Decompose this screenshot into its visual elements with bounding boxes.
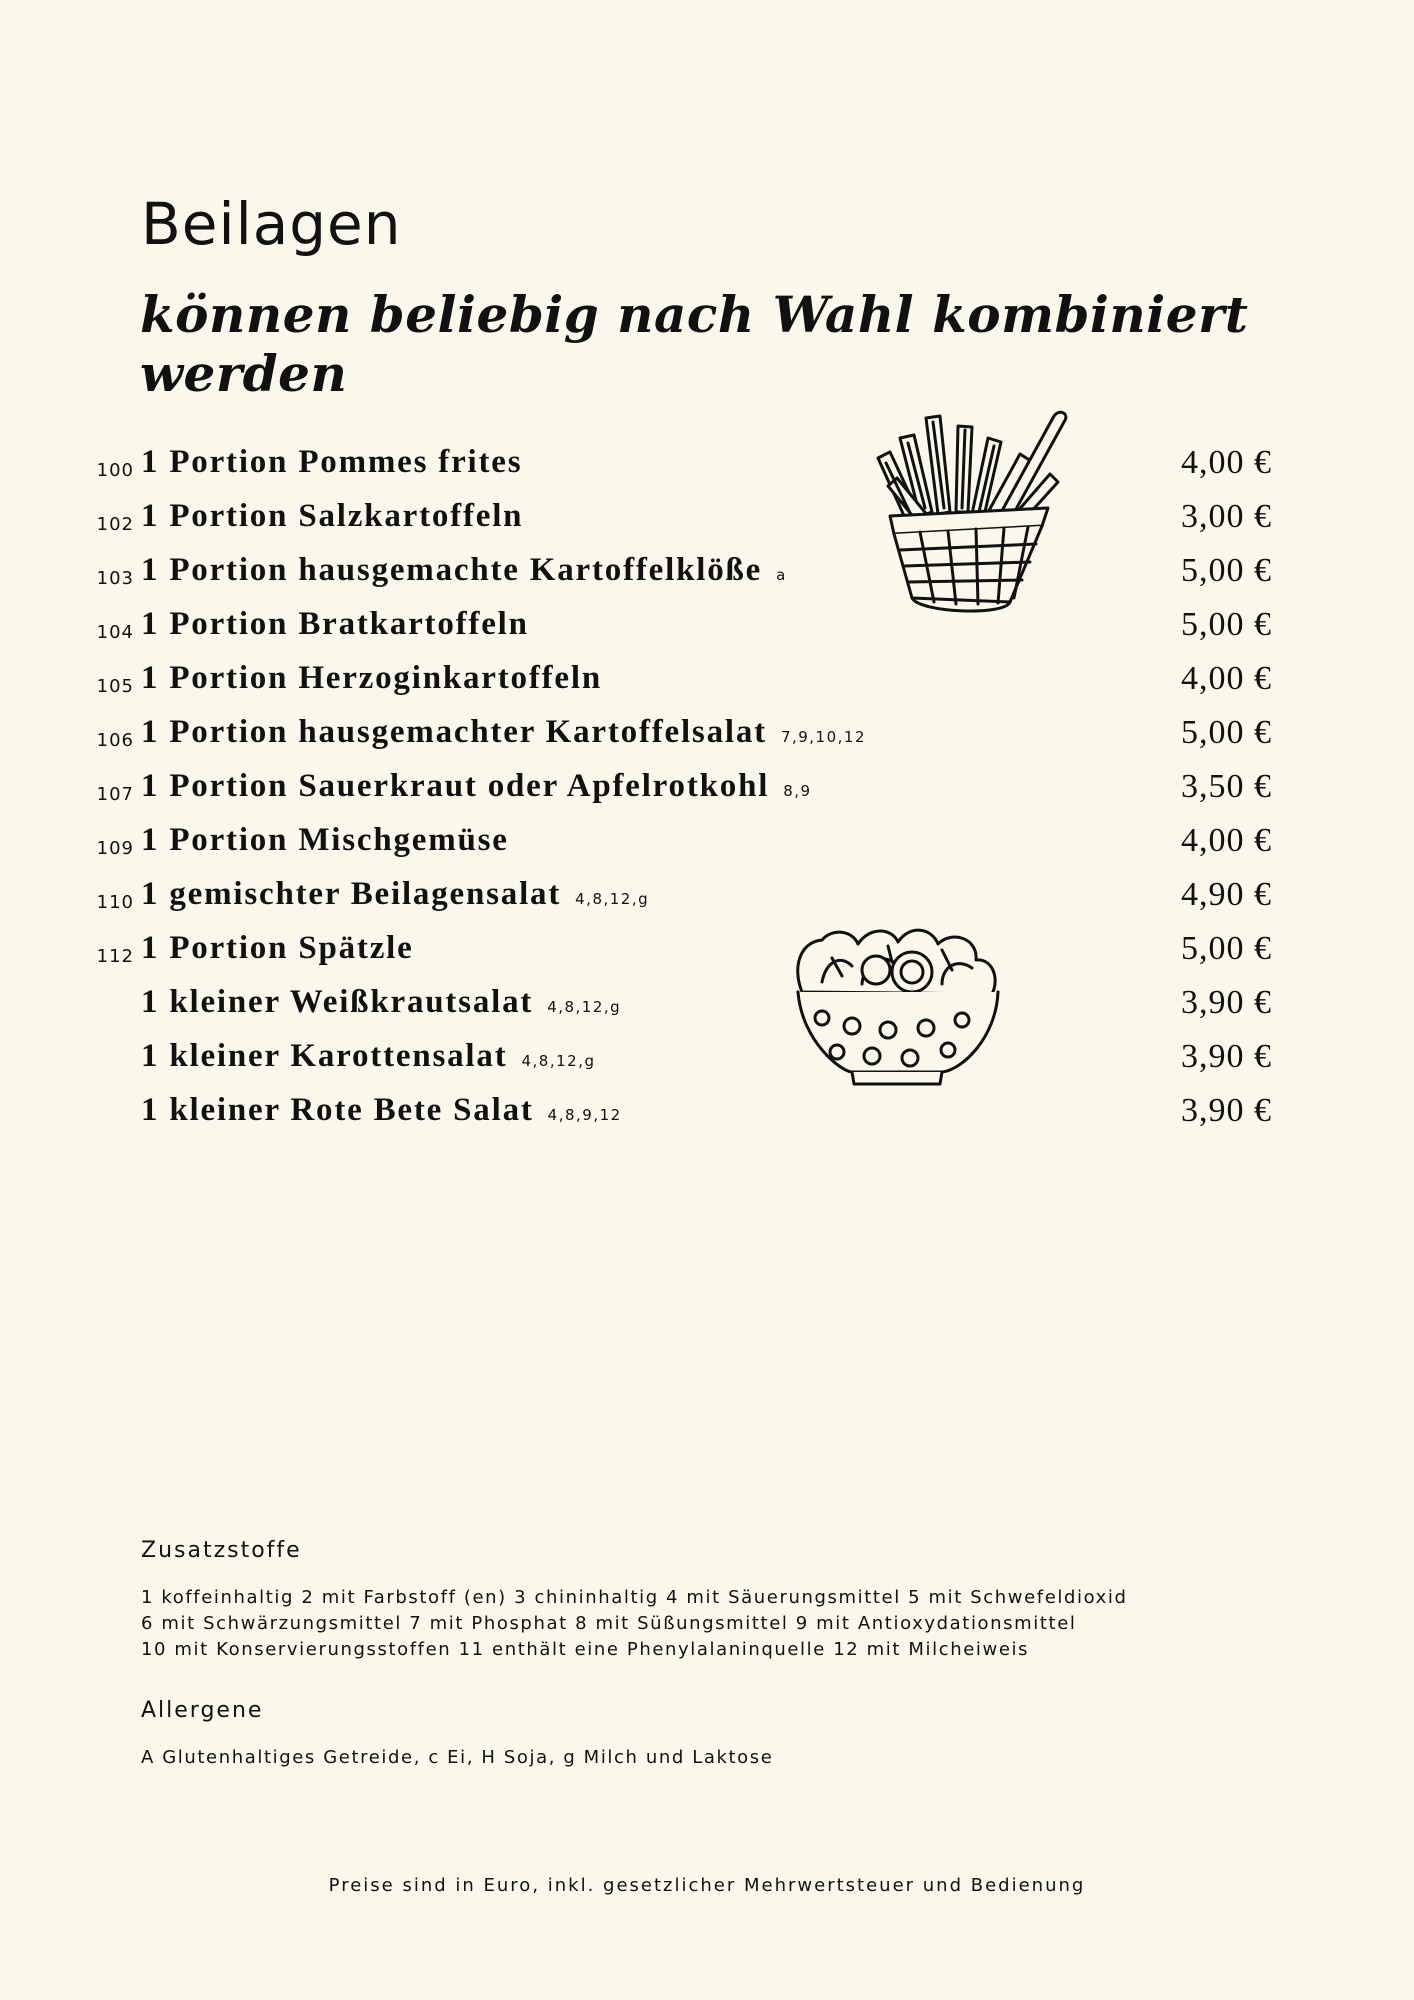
- item-codes: 4,8,9,12: [547, 1106, 622, 1124]
- item-name: 1 Portion Bratkartoffeln: [141, 606, 529, 642]
- menu-item: [0, 548, 1414, 602]
- item-codes: 7,9,10,12: [780, 728, 867, 746]
- item-name: 1 Portion hausgemachte Kartoffelklöße a: [141, 552, 787, 588]
- menu-item: [0, 602, 1414, 656]
- item-number: 107: [96, 784, 134, 805]
- additives-line: 6 mit Schwärzungsmittel 7 mit Phosphat 8 mit Süßungsmittel 9 mit Antioxydationsmittel: [141, 1613, 1077, 1634]
- item-price: 4,90 €: [1181, 876, 1272, 913]
- menu-item: [0, 656, 1414, 710]
- item-price: 4,00 €: [1181, 822, 1272, 859]
- item-price: 3,00 €: [1181, 498, 1272, 535]
- item-name: 1 kleiner Weißkrautsalat 4,8,12,g: [141, 984, 622, 1020]
- allergens-heading: Allergene: [141, 1698, 264, 1723]
- item-price: 3,50 €: [1181, 768, 1272, 805]
- additives-heading: Zusatzstoffe: [141, 1538, 302, 1563]
- item-name: 1 Portion Herzoginkartoffeln: [141, 660, 602, 696]
- item-codes: a: [776, 566, 787, 584]
- item-price: 5,00 €: [1181, 714, 1272, 751]
- item-number: 110: [96, 892, 134, 913]
- item-name: 1 gemischter Beilagensalat 4,8,12,g: [141, 876, 650, 912]
- item-number: 106: [96, 730, 134, 751]
- item-name: 1 Portion Salzkartoffeln: [141, 498, 524, 534]
- price-footnote: Preise sind in Euro, inkl. gesetzlicher Mehrwertsteuer und Bedienung: [328, 1875, 1086, 1896]
- item-number: 102: [96, 514, 134, 535]
- item-number: 104: [96, 622, 134, 643]
- item-name: 1 Portion Mischgemüse: [141, 822, 509, 858]
- item-name: 1 kleiner Karottensalat 4,8,12,g: [141, 1038, 596, 1074]
- item-price: 3,90 €: [1181, 1092, 1272, 1129]
- item-name: 1 Portion Spätzle: [141, 930, 414, 966]
- additives-section: [141, 1538, 1128, 1663]
- item-price: 4,00 €: [1181, 660, 1272, 697]
- item-number: 100: [96, 460, 134, 481]
- menu-item: [0, 1088, 1414, 1142]
- item-price: 5,00 €: [1181, 930, 1272, 967]
- menu-item: [0, 494, 1414, 548]
- item-name: 1 Portion hausgemachter Kartoffelsalat 7,9,10,12: [141, 714, 867, 750]
- item-name: 1 Portion Pommes frites: [141, 444, 523, 480]
- menu-item: [0, 926, 1414, 980]
- menu-item: [0, 440, 1414, 494]
- additives-line: 1 koffeinhaltig 2 mit Farbstoff (en) 3 chininhaltig 4 mit Säuerungsmittel 5 mit Schwefeldioxid: [141, 1587, 1128, 1608]
- page-title: Beilagen: [141, 190, 402, 258]
- item-codes: 4,8,12,g: [521, 1052, 596, 1070]
- item-codes: 4,8,12,g: [547, 998, 622, 1016]
- allergens-section: [141, 1698, 773, 1771]
- item-codes: 8,9: [783, 782, 812, 800]
- additives-line: 10 mit Konservierungsstoffen 11 enthält eine Phenylalaninquelle 12 mit Milcheiweis: [141, 1639, 1030, 1660]
- item-price: 5,00 €: [1181, 606, 1272, 643]
- menu-item: [0, 980, 1414, 1034]
- menu-item: [0, 818, 1414, 872]
- item-price: 4,00 €: [1181, 444, 1272, 481]
- item-name: 1 kleiner Rote Bete Salat 4,8,9,12: [141, 1092, 622, 1128]
- menu-item: [0, 710, 1414, 764]
- menu-item: [0, 872, 1414, 926]
- menu-item: [0, 1034, 1414, 1088]
- item-number: 109: [96, 838, 134, 859]
- allergens-text: A Glutenhaltiges Getreide, c Ei, H Soja, g Milch und Laktose: [141, 1747, 774, 1768]
- item-price: 3,90 €: [1181, 984, 1272, 1021]
- item-number: 112: [96, 946, 134, 967]
- menu-item: [0, 764, 1414, 818]
- item-name: 1 Portion Sauerkraut oder Apfelrotkohl 8,9: [141, 768, 812, 804]
- page-subtitle: können beliebig nach Wahl kombiniert werden: [140, 285, 1249, 403]
- item-number: 103: [96, 568, 134, 589]
- item-codes: 4,8,12,g: [575, 890, 650, 908]
- item-price: 3,90 €: [1181, 1038, 1272, 1075]
- item-number: 105: [96, 676, 134, 697]
- item-price: 5,00 €: [1181, 552, 1272, 589]
